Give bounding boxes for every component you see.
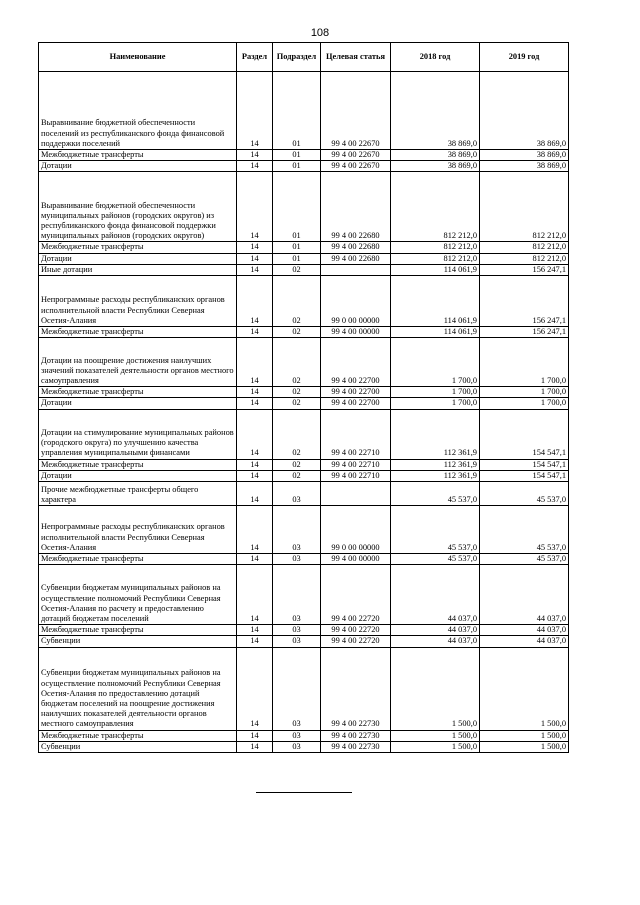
row-subsection: 01 — [273, 161, 321, 172]
table-row — [39, 730, 569, 741]
table-row — [39, 242, 569, 253]
row-year-2018: 45 537,0 — [391, 506, 480, 554]
row-section: 14 — [237, 387, 273, 398]
row-name: Межбюджетные трансферты — [39, 327, 237, 338]
table-row — [39, 459, 569, 470]
row-article: 99 4 00 22700 — [321, 387, 391, 398]
table-header-row — [39, 43, 569, 72]
row-name: Субвенции бюджетам муниципальных районов на осуществление полномочий Республики Северная Осетия-Алания по предоставлению дотаций бюджетам поселений на поощрение достижения наилучших показателей деятельности органов местного самоуправления — [39, 647, 237, 730]
row-section: 14 — [237, 482, 273, 506]
table-row — [39, 636, 569, 647]
table-row — [39, 72, 569, 150]
row-subsection: 03 — [273, 625, 321, 636]
table-row — [39, 741, 569, 752]
row-year-2018: 38 869,0 — [391, 72, 480, 150]
row-year-2018: 38 869,0 — [391, 150, 480, 161]
row-section: 14 — [237, 72, 273, 150]
row-year-2018: 114 061,9 — [391, 327, 480, 338]
table-row — [39, 172, 569, 242]
row-subsection: 03 — [273, 741, 321, 752]
row-section: 14 — [237, 338, 273, 387]
row-year-2019: 156 247,1 — [480, 327, 569, 338]
row-subsection: 03 — [273, 482, 321, 506]
row-year-2018: 1 700,0 — [391, 387, 480, 398]
row-article: 99 4 00 00000 — [321, 554, 391, 565]
row-year-2019: 154 547,1 — [480, 470, 569, 481]
row-name: Межбюджетные трансферты — [39, 625, 237, 636]
row-year-2018: 1 500,0 — [391, 730, 480, 741]
row-article: 99 4 00 22730 — [321, 741, 391, 752]
table-row — [39, 387, 569, 398]
table-row — [39, 327, 569, 338]
row-subsection: 02 — [273, 470, 321, 481]
row-year-2018: 1 700,0 — [391, 338, 480, 387]
row-article: 99 4 00 22720 — [321, 636, 391, 647]
row-name: Межбюджетные трансферты — [39, 242, 237, 253]
row-article: 99 4 00 22680 — [321, 253, 391, 264]
row-year-2018: 45 537,0 — [391, 482, 480, 506]
row-year-2019: 44 037,0 — [480, 636, 569, 647]
row-subsection: 03 — [273, 636, 321, 647]
row-name: Выравнивание бюджетной обеспеченности муниципальных районов (городских округов) из республиканского фонда финансовой поддержки муниципальных районов (городских округов) — [39, 172, 237, 242]
row-subsection: 01 — [273, 150, 321, 161]
header-year-2019: 2019 год — [480, 43, 569, 72]
table-row — [39, 506, 569, 554]
row-section: 14 — [237, 172, 273, 242]
row-article: 99 4 00 22700 — [321, 338, 391, 387]
row-section: 14 — [237, 264, 273, 275]
row-section: 14 — [237, 409, 273, 459]
row-name: Дотации на поощрение достижения наилучших значений показателей деятельности органов местного самоуправления — [39, 338, 237, 387]
table-row — [39, 264, 569, 275]
row-year-2019: 1 500,0 — [480, 730, 569, 741]
page-number: 108 — [310, 27, 330, 39]
table-row — [39, 482, 569, 506]
row-name: Дотации — [39, 398, 237, 409]
row-article: 99 4 00 00000 — [321, 327, 391, 338]
row-article: 99 4 00 22700 — [321, 398, 391, 409]
row-subsection: 02 — [273, 264, 321, 275]
row-name: Дотации — [39, 253, 237, 264]
row-section: 14 — [237, 730, 273, 741]
header-year-2018: 2018 год — [391, 43, 480, 72]
row-article — [321, 482, 391, 506]
row-article — [321, 264, 391, 275]
row-section: 14 — [237, 242, 273, 253]
row-name: Выравнивание бюджетной обеспеченности поселений из республиканского фонда финансовой поддержки поселений — [39, 72, 237, 150]
table-row — [39, 338, 569, 387]
row-name: Субвенции — [39, 636, 237, 647]
row-article: 99 4 00 22680 — [321, 172, 391, 242]
table-row — [39, 409, 569, 459]
row-subsection: 02 — [273, 327, 321, 338]
row-year-2019: 812 212,0 — [480, 253, 569, 264]
table-row — [39, 647, 569, 730]
row-name: Межбюджетные трансферты — [39, 459, 237, 470]
row-year-2018: 112 361,9 — [391, 470, 480, 481]
row-year-2019: 38 869,0 — [480, 150, 569, 161]
row-subsection: 02 — [273, 276, 321, 327]
row-subsection: 02 — [273, 459, 321, 470]
table-row — [39, 554, 569, 565]
table-row — [39, 161, 569, 172]
row-year-2019: 44 037,0 — [480, 565, 569, 625]
row-year-2019: 45 537,0 — [480, 506, 569, 554]
table-row — [39, 398, 569, 409]
row-year-2018: 1 500,0 — [391, 741, 480, 752]
row-article: 99 4 00 22730 — [321, 730, 391, 741]
row-year-2019: 1 500,0 — [480, 741, 569, 752]
table-row — [39, 625, 569, 636]
table-row — [39, 470, 569, 481]
row-year-2019: 812 212,0 — [480, 242, 569, 253]
header-name: Наименование — [39, 43, 237, 72]
budget-table — [38, 42, 569, 753]
row-year-2019: 1 700,0 — [480, 387, 569, 398]
row-section: 14 — [237, 327, 273, 338]
row-year-2019: 1 700,0 — [480, 338, 569, 387]
row-year-2019: 38 869,0 — [480, 161, 569, 172]
row-name: Межбюджетные трансферты — [39, 554, 237, 565]
row-article: 99 4 00 22710 — [321, 409, 391, 459]
row-name: Непрограммные расходы республиканских органов исполнительной власти Республики Северная Осетия-Алания — [39, 276, 237, 327]
row-subsection: 01 — [273, 172, 321, 242]
row-subsection: 02 — [273, 409, 321, 459]
row-name: Межбюджетные трансферты — [39, 150, 237, 161]
row-name: Межбюджетные трансферты — [39, 387, 237, 398]
row-year-2018: 38 869,0 — [391, 161, 480, 172]
row-year-2019: 156 247,1 — [480, 276, 569, 327]
row-section: 14 — [237, 276, 273, 327]
header-subsection: Подраздел — [273, 43, 321, 72]
row-year-2018: 112 361,9 — [391, 459, 480, 470]
row-name: Дотации на стимулирование муниципальных районов (городского округа) по улучшению качества управления муниципальными финансами — [39, 409, 237, 459]
row-section: 14 — [237, 636, 273, 647]
row-article: 99 4 00 22670 — [321, 161, 391, 172]
row-article: 99 4 00 22710 — [321, 470, 391, 481]
row-year-2018: 45 537,0 — [391, 554, 480, 565]
row-subsection: 03 — [273, 554, 321, 565]
row-year-2018: 1 700,0 — [391, 398, 480, 409]
row-section: 14 — [237, 565, 273, 625]
row-section: 14 — [237, 741, 273, 752]
row-year-2019: 812 212,0 — [480, 172, 569, 242]
row-year-2019: 45 537,0 — [480, 482, 569, 506]
footer-separator-line — [256, 792, 352, 793]
header-article: Целевая статья — [321, 43, 391, 72]
row-article: 99 4 00 22670 — [321, 150, 391, 161]
row-article: 99 4 00 22730 — [321, 647, 391, 730]
row-year-2018: 812 212,0 — [391, 172, 480, 242]
row-article: 99 4 00 22710 — [321, 459, 391, 470]
header-section: Раздел — [237, 43, 273, 72]
table-row — [39, 253, 569, 264]
row-name: Субвенции — [39, 741, 237, 752]
row-subsection: 01 — [273, 253, 321, 264]
row-year-2019: 1 700,0 — [480, 398, 569, 409]
row-subsection: 03 — [273, 730, 321, 741]
row-name: Иные дотации — [39, 264, 237, 275]
row-year-2019: 38 869,0 — [480, 72, 569, 150]
row-section: 14 — [237, 459, 273, 470]
row-article: 99 4 00 22720 — [321, 625, 391, 636]
row-year-2018: 44 037,0 — [391, 636, 480, 647]
row-year-2018: 1 500,0 — [391, 647, 480, 730]
row-year-2019: 44 037,0 — [480, 625, 569, 636]
row-year-2019: 154 547,1 — [480, 459, 569, 470]
row-name: Дотации — [39, 470, 237, 481]
row-year-2019: 45 537,0 — [480, 554, 569, 565]
row-subsection: 03 — [273, 565, 321, 625]
row-section: 14 — [237, 625, 273, 636]
row-name: Субвенции бюджетам муниципальных районов на осуществление полномочий Республики Северная Осетия-Алания по расчету и предоставлению дотаций бюджетам поселений — [39, 565, 237, 625]
row-article: 99 4 00 22670 — [321, 72, 391, 150]
row-subsection: 03 — [273, 647, 321, 730]
row-article: 99 4 00 22720 — [321, 565, 391, 625]
row-subsection: 02 — [273, 387, 321, 398]
row-subsection: 01 — [273, 242, 321, 253]
row-year-2018: 44 037,0 — [391, 565, 480, 625]
table-row — [39, 565, 569, 625]
row-year-2019: 156 247,1 — [480, 264, 569, 275]
row-year-2019: 1 500,0 — [480, 647, 569, 730]
row-section: 14 — [237, 150, 273, 161]
row-subsection: 02 — [273, 338, 321, 387]
row-section: 14 — [237, 398, 273, 409]
row-section: 14 — [237, 506, 273, 554]
row-year-2018: 812 212,0 — [391, 242, 480, 253]
row-year-2018: 114 061,9 — [391, 264, 480, 275]
row-section: 14 — [237, 470, 273, 481]
row-subsection: 02 — [273, 398, 321, 409]
row-section: 14 — [237, 253, 273, 264]
row-section: 14 — [237, 161, 273, 172]
row-year-2018: 112 361,9 — [391, 409, 480, 459]
row-name: Дотации — [39, 161, 237, 172]
row-article: 99 0 00 00000 — [321, 506, 391, 554]
row-article: 99 0 00 00000 — [321, 276, 391, 327]
table-row — [39, 276, 569, 327]
row-subsection: 01 — [273, 72, 321, 150]
row-year-2018: 812 212,0 — [391, 253, 480, 264]
table-row — [39, 150, 569, 161]
row-name: Межбюджетные трансферты — [39, 730, 237, 741]
row-section: 14 — [237, 647, 273, 730]
row-section: 14 — [237, 554, 273, 565]
row-year-2018: 44 037,0 — [391, 625, 480, 636]
row-name: Непрограммные расходы республиканских органов исполнительной власти Республики Северная Осетия-Алания — [39, 506, 237, 554]
row-year-2018: 114 061,9 — [391, 276, 480, 327]
row-subsection: 03 — [273, 506, 321, 554]
row-article: 99 4 00 22680 — [321, 242, 391, 253]
row-year-2019: 154 547,1 — [480, 409, 569, 459]
row-name: Прочие межбюджетные трансферты общего характера — [39, 482, 237, 506]
